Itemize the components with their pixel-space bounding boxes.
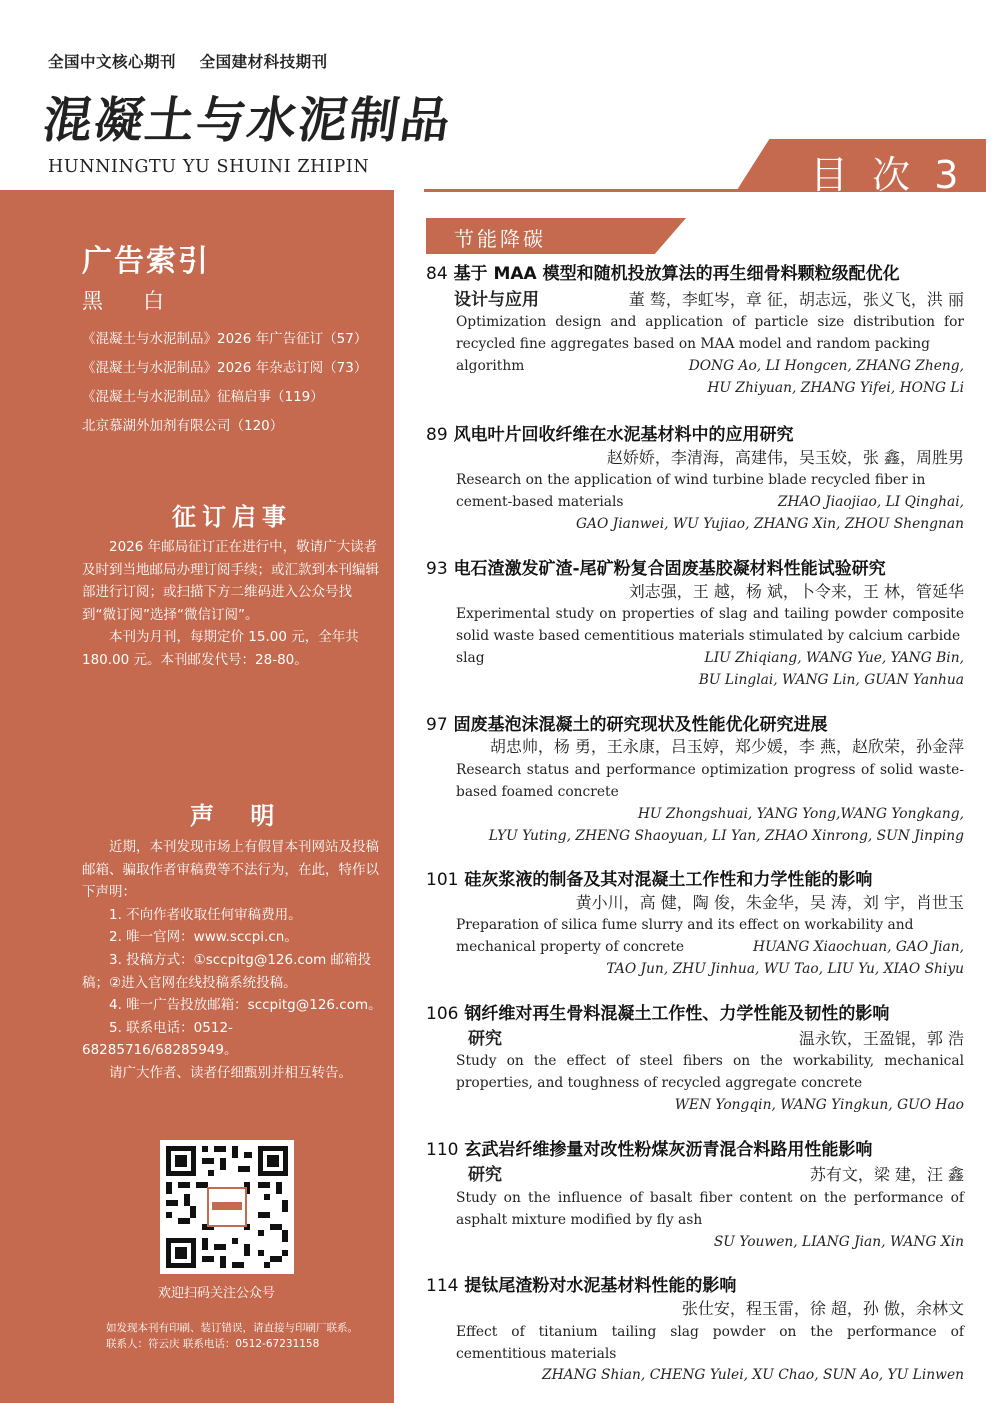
article-title-text: 固废基泡沫混凝土的研究现状及性能优化研究进展 bbox=[453, 715, 828, 735]
article-page-number: 114 bbox=[426, 1276, 459, 1296]
article-title-en: Effect of titanium tailing slag powder on the performance of cementitious materials bbox=[456, 1324, 964, 1362]
qr-code-graphic bbox=[160, 1140, 294, 1274]
ad-index-item: 《混凝土与水泥制品》2026 年广告征订（57） bbox=[82, 331, 368, 347]
subscription-paragraph: 本刊为月刊，每期定价 15.00 元，全年共 180.00 元。本刊邮发代号：28-80。 bbox=[82, 629, 359, 668]
article-authors-en: LIU Zhiqiang, WANG Yue, YANG Bin, bbox=[704, 650, 964, 666]
statement-item: 5. 联系电话：0512-68285716/68285949。 bbox=[82, 1019, 238, 1059]
article-title[interactable] bbox=[426, 1274, 966, 1299]
subscription-notice bbox=[82, 536, 382, 672]
article-authors-en: BU Linglai, WANG Lin, GUAN Yanhua bbox=[698, 672, 964, 688]
masthead-tagline bbox=[48, 50, 328, 72]
article-title-text: 研究 bbox=[468, 1029, 502, 1049]
article-title[interactable] bbox=[426, 1002, 966, 1027]
article-title-text: 研究 bbox=[468, 1165, 502, 1185]
article-title[interactable] bbox=[426, 557, 966, 582]
subscription-paragraph: 2026 年邮局征订正在进行中，敬请广大读者及时到当地邮局办理订阅手续；或汇款到本刊编辑部进行订阅；或扫描下方二维码进入公众号找到“微订阅”选择“微信订阅”。 bbox=[82, 539, 379, 623]
article-page-number: 84 bbox=[426, 264, 448, 284]
article-title-en: Optimization design and application of particle size distribution for recycled fine aggregates based on MAA model and random packing bbox=[456, 314, 964, 352]
article-title-en: Experimental study on properties of slag and tailing powder composite solid waste based cementitious materials stimulated by calcium carbide bbox=[456, 606, 964, 644]
article-authors-cn: 苏有文，梁 建，汪 鑫 bbox=[809, 1165, 964, 1184]
article-title-text: 玄武岩纤维掺量对改性粉煤灰沥青混合料路用性能影响 bbox=[464, 1140, 873, 1160]
statement-intro: 近期，本刊发现市场上有假冒本刊网站及投稿邮箱、骗取作者审稿费等不法行为，在此，特作以下声明： bbox=[82, 839, 379, 901]
article-title-continued bbox=[468, 1026, 964, 1052]
article-title-en-tail: algorithm bbox=[456, 358, 525, 374]
article-page-number: 106 bbox=[426, 1004, 459, 1024]
article-title-en: Study on the influence of basalt fiber content on the performance of asphalt mixture modified by fly ash bbox=[456, 1190, 964, 1228]
statement-item: 2. 唯一官网：www.sccpi.cn。 bbox=[109, 929, 298, 946]
category-label: 节能降碳 bbox=[454, 227, 546, 251]
qr-code[interactable] bbox=[160, 1140, 294, 1274]
article-title[interactable] bbox=[426, 868, 966, 893]
journal-title-pinyin: HUNNINGTU YU SHUINI ZHIPIN bbox=[48, 157, 370, 177]
statement-item: 1. 不向作者收取任何审稿费用。 bbox=[109, 906, 302, 923]
article-title-en-end bbox=[456, 355, 964, 377]
article-authors-cn: 温永钦，王盈锟，郭 浩 bbox=[798, 1029, 964, 1048]
article-authors-en: ZHAO Jiaojiao, LI Qinghai, bbox=[777, 494, 964, 510]
ad-index-item: 《混凝土与水泥制品》征稿启事（119） bbox=[82, 389, 324, 405]
article-title-en-end bbox=[456, 936, 964, 958]
article-title-continued bbox=[454, 287, 964, 313]
toc-issue-number: 3 bbox=[934, 153, 965, 197]
statement-title: 声 明 bbox=[190, 802, 289, 830]
article-title-en-end bbox=[456, 491, 964, 513]
article-page-number: 97 bbox=[426, 715, 448, 735]
article-title-text: 基于 MAA 模型和随机投放算法的再生细骨料颗粒级配优化 bbox=[453, 264, 900, 284]
tagline-building-materials: 全国建材科技期刊 bbox=[199, 53, 328, 71]
ad-index-item: 北京慕湖外加剂有限公司（120） bbox=[82, 418, 284, 434]
statement-body bbox=[82, 836, 382, 1085]
article-title-text: 钢纤维对再生骨料混凝土工作性、力学性能及韧性的影响 bbox=[464, 1004, 890, 1024]
article-authors-cn: 张仕安，程玉雷，徐 超，孙 傲，余林文 bbox=[681, 1299, 964, 1318]
article-title-text: 电石渣激发矿渣-尾矿粉复合固废基胶凝材料性能试验研究 bbox=[453, 559, 886, 579]
article-title-en-tail: slag bbox=[456, 650, 485, 666]
article-page-number: 101 bbox=[426, 870, 459, 890]
article-authors-cn: 董 骜，李虹岑，章 征，胡志远，张义飞，洪 丽 bbox=[628, 290, 964, 309]
toc-label bbox=[810, 144, 964, 199]
article-title-continued bbox=[468, 1162, 964, 1188]
subscription-title: 征订启事 bbox=[172, 502, 292, 531]
article-authors-cn: 胡忠帅，杨 勇，王永康，吕玉婷，郑少媛，李 燕，赵欣荣，孙金萍 bbox=[489, 737, 964, 756]
tagline-core-journal: 全国中文核心期刊 bbox=[48, 53, 177, 71]
article-authors-en: LYU Yuting, ZHENG Shaoyuan, LI Yan, ZHAO Xinrong, SUN Jinping bbox=[488, 828, 964, 844]
article-authors-en: GAO Jianwei, WU Yujiao, ZHANG Xin, ZHOU Shengnan bbox=[576, 516, 964, 532]
article-title-en: Preparation of silica fume slurry and its effect on workability and bbox=[456, 917, 914, 933]
printing-notice: 如发现本刊有印刷、装订错误，请直接与印刷厂联系。 bbox=[106, 1322, 358, 1334]
article-authors-en: HUANG Xiaochuan, GAO Jian, bbox=[753, 939, 964, 955]
article-authors-en: SU Youwen, LIANG Jian, WANG Xin bbox=[713, 1234, 964, 1250]
article-authors-cn: 赵娇娇，李清海，高建伟，吴玉姣，张 鑫，周胜男 bbox=[606, 448, 964, 467]
article-authors-en: TAO Jun, ZHU Jinhua, WU Tao, LIU Yu, XIAO Shiyu bbox=[606, 961, 964, 977]
article-page-number: 89 bbox=[426, 425, 448, 445]
article-authors-en: HU Zhiyuan, ZHANG Yifei, HONG Li bbox=[707, 380, 964, 396]
article-title-en: Research on the application of wind turbine blade recycled fiber in bbox=[456, 472, 926, 488]
article-authors-cn: 刘志强，王 越，杨 斌，卜令来，王 林，管延华 bbox=[628, 582, 964, 601]
article-page-number: 110 bbox=[426, 1140, 459, 1160]
ad-index-item: 《混凝土与水泥制品》2026 年杂志订阅（73） bbox=[82, 360, 368, 376]
article-authors-en: HU Zhongshuai, YANG Yong,WANG Yongkang, bbox=[637, 806, 964, 822]
ad-index-title: 广告索引 bbox=[82, 244, 210, 279]
article-authors-cn: 黄小川，高 健，陶 俊，朱金华，吴 涛，刘 宇，肖世玉 bbox=[575, 893, 964, 912]
article-title[interactable] bbox=[426, 423, 966, 448]
ad-index-subtitle: 黑 白 bbox=[82, 289, 165, 313]
article-title-text: 硅灰浆液的制备及其对混凝土工作性和力学性能的影响 bbox=[464, 870, 873, 890]
qr-caption: 欢迎扫码关注公众号 bbox=[158, 1286, 276, 1301]
article-authors-en: WEN Yongqin, WANG Yingkun, GUO Hao bbox=[674, 1097, 964, 1113]
statement-closing: 请广大作者、读者仔细甄别并相互转告。 bbox=[109, 1064, 352, 1081]
article-authors-en: DONG Ao, LI Hongcen, ZHANG Zheng, bbox=[688, 358, 964, 374]
article-title-text: 提钛尾渣粉对水泥基材料性能的影响 bbox=[464, 1276, 737, 1296]
article-title-en-tail: cement-based materials bbox=[456, 494, 624, 510]
article-title[interactable] bbox=[426, 1138, 966, 1163]
toc-label-text: 目 次 bbox=[810, 153, 917, 197]
article-title-text: 设计与应用 bbox=[454, 290, 539, 310]
article-title[interactable] bbox=[426, 262, 966, 287]
statement-item: 4. 唯一广告投放邮箱：sccpitg@126.com。 bbox=[109, 997, 382, 1014]
article-title-en: Research status and performance optimization progress of solid waste-based foamed concrete bbox=[456, 762, 964, 800]
article-authors-en: ZHANG Shian, CHENG Yulei, XU Chao, SUN Ao, YU Linwen bbox=[542, 1367, 964, 1383]
article-title-en-tail: mechanical property of concrete bbox=[456, 939, 685, 955]
article-title-en-end bbox=[456, 647, 964, 669]
journal-title: 混凝土与水泥制品 bbox=[39, 91, 456, 149]
article-title-en: Study on the effect of steel fibers on the workability, mechanical properties, and toughness of recycled aggregate concrete bbox=[456, 1053, 964, 1091]
printing-contact: 联系人：符云庆 联系电话：0512-67231158 bbox=[106, 1338, 320, 1350]
article-page-number: 93 bbox=[426, 559, 448, 579]
statement-item: 3. 投稿方式：①sccpitg@126.com 邮箱投稿；②进入官网在线投稿系统投稿。 bbox=[82, 951, 372, 991]
article-title[interactable] bbox=[426, 713, 966, 738]
article-title-text: 风电叶片回收纤维在水泥基材料中的应用研究 bbox=[453, 425, 794, 445]
